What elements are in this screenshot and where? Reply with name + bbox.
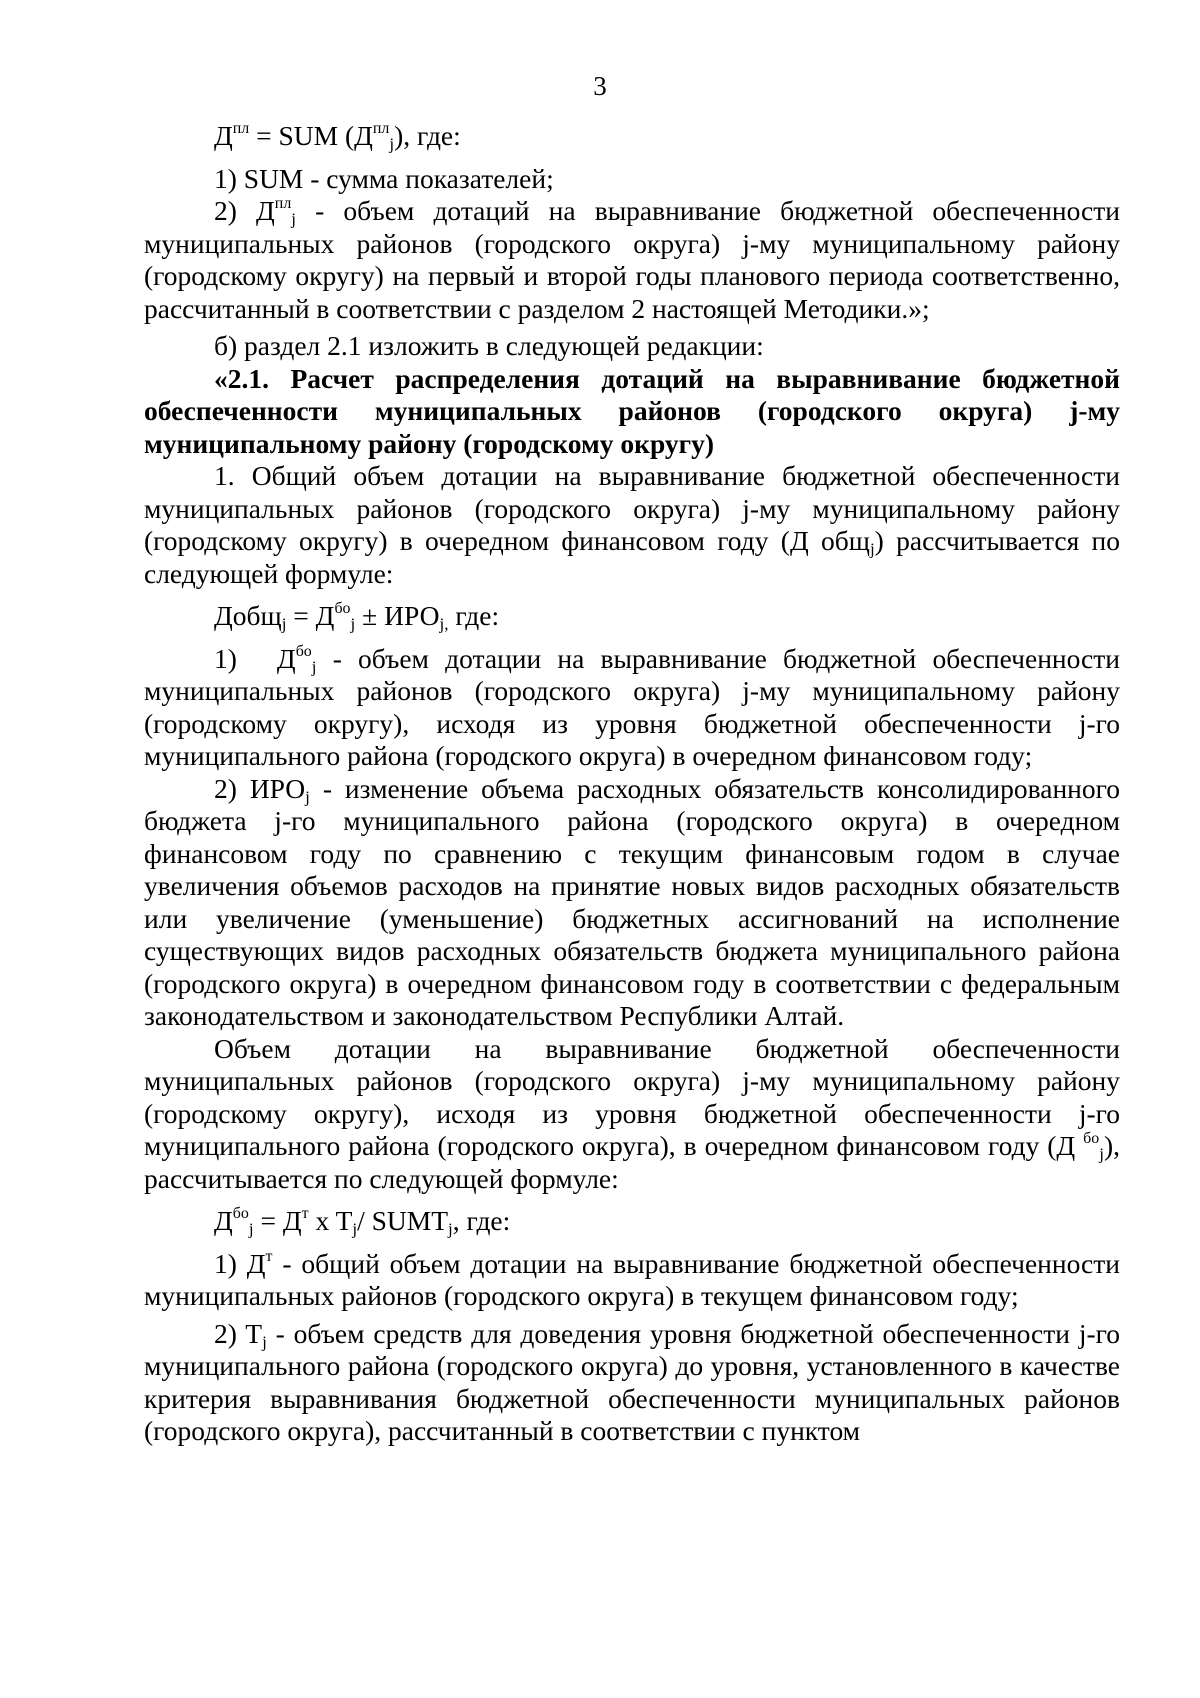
paragraph-iro-definition: 2) $ИРО_j$ - изменение объема расходных обязательств консолидированного бюджета j-го муниципального района (городского округа) в очередном финансовом году по сравнению с текущим финансовым годом в случае увеличения объемов расходов на принятие новых видов расходных обязательств или увеличение (уменьшение) бюджетных ассигнований на исполнение существующих видов расходных обязательств бюджета муниципального района (городского округа) в очередном финансовом году в соответствии с федеральным законодательством и законодательством Республики Алтай. [144,772,1120,1031]
paragraph-d-t-definition: 1) $Д^т$ - общий объем дотации на выравнивание бюджетной обеспеченности муниципальных районов (городского округа) в текущем финансовом году; [144,1247,1120,1311]
paragraph-section-amendment: б) раздел 2.1 изложить в следующей редакции: [214,330,764,361]
formula-total-subsidy-j: Добщ$_j$ = $Д^{бо}_j \pm ИРО_{j,}$ где: [214,600,500,634]
paragraph-subsidy-volume-by-level: Объем дотации на выравнивание бюджетной обеспеченности муниципальных районов (городского округа) j-му муниципальному району (городскому округу), исходя из уровня бюджетной обеспеченности j-го муниципального района (городского округа), в очередном финансовом году (Д $^{бо}_j$), рассчитывается по следующей формуле: [144,1032,1120,1194]
paragraph-total-subsidy-volume: 1. Общий объем дотации на выравнивание бюджетной обеспеченности муниципальных районов (городского округа) j-му муниципальному району (городскому округу) в очередном финансовом году (Д общ$_j$) рассчитывается по следующей формуле: [144,460,1120,589]
paragraph-d-pl-definition: 2) $Д^{пл}_j$ - объем дотаций на выравнивание бюджетной обеспеченности муниципальных районов (городского округа) j-му муниципальному району (городскому округу) на первый и второй годы планового периода соответственно, рассчитанный в соответствии с разделом 2 настоящей Методики.»; [144,195,1120,324]
section-heading: «2.1. Расчет распределения дотаций на выравнивание бюджетной обеспеченности муниципальных районов (городского округа) j-му муниципальному району (городскому округу) [144,362,1120,459]
paragraph-d-bo-definition: 1) $Д^{бо}_j$ - объем дотации на выравнивание бюджетной обеспеченности муниципальных районов (городского округа) j-му муниципальному району (городскому округу), исходя из уровня бюджетной обеспеченности j-го муниципального района (городского округа) в очередном финансовом году; [144,642,1120,771]
paragraph-t-j-definition: 2) $T_j$ - объем средств для доведения уровня бюджетной обеспеченности j-го муниципального района (городского округа) до уровня, установленного в качестве критерия выравнивания бюджетной обеспеченности муниципальных районов (городского округа), рассчитанный в соответствии с пунктом [144,1317,1120,1446]
page-number: 3 [593,71,607,101]
paragraph-sum-definition: 1) SUM - сумма показателей; [214,162,554,194]
document-body [144,120,1120,1448]
formula-total-subsidy: $Д^{пл}$ = SUM $(Д^{пл}_j)$, где: [214,120,461,154]
formula-d-bo: $Д^{бо}_j = Д^т$ x $T_j/$ $SUMT_j$, где: [214,1205,511,1239]
